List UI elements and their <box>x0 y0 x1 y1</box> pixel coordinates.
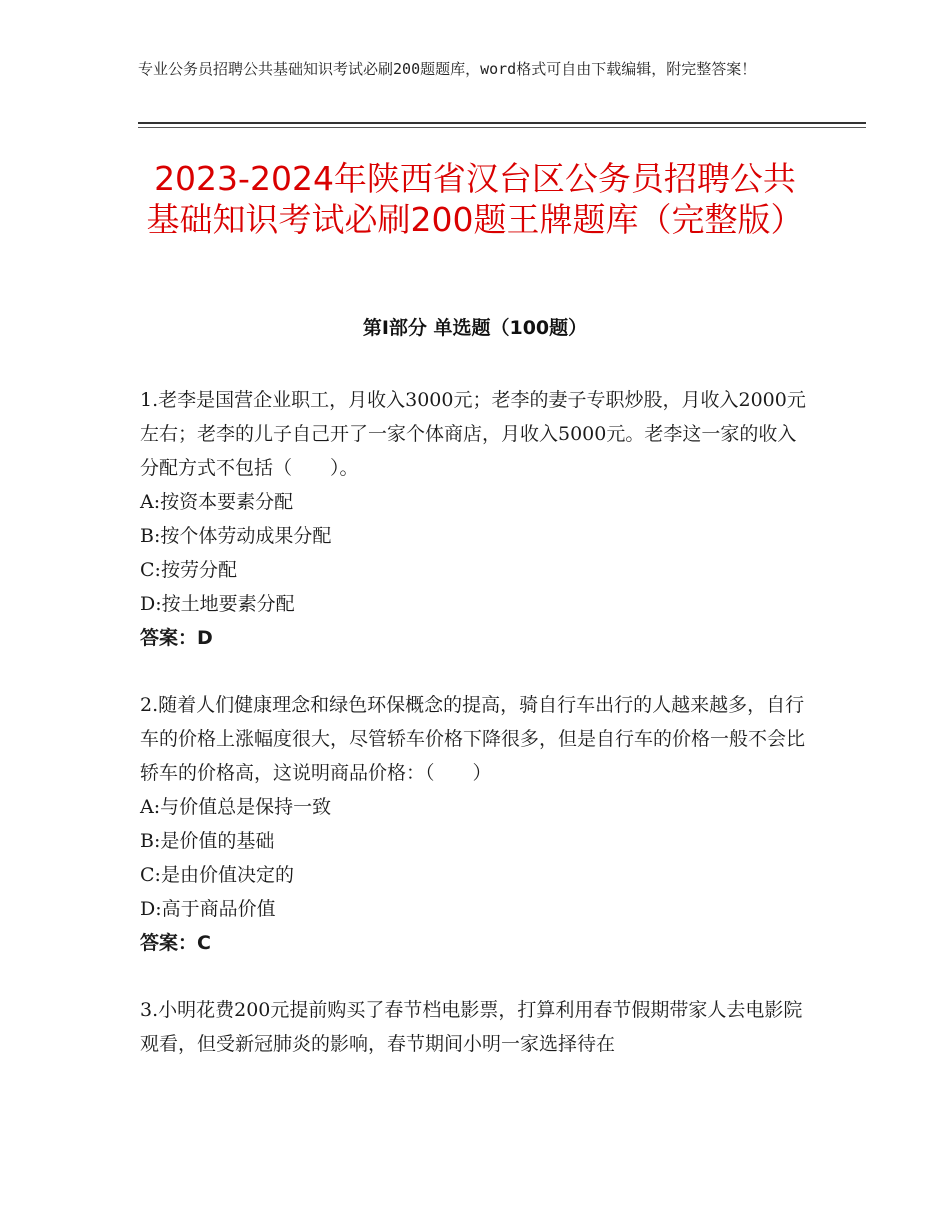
question-stem: 1.老李是国营企业职工，月收入3000元；老李的妻子专职炒股，月收入2000元左右；老李的儿子自己开了一家个体商店，月收入5000元。老李这一家的收入分配方式不包括（ ）。 <box>140 389 806 479</box>
question-stem: 3.小明花费200元提前购买了春节档电影票，打算利用春节假期带家人去电影院观看，但受新冠肺炎的影响，春节期间小明一家选择待在 <box>140 999 803 1055</box>
question-2 <box>140 688 808 960</box>
option-c: C:是由价值决定的 <box>140 864 294 886</box>
header-note: 专业公务员招聘公共基础知识考试必刷200题题库，word格式可自由下载编辑，附完整答案！ <box>138 60 757 78</box>
answer-line: 答案：C <box>140 932 211 954</box>
question-3 <box>140 993 808 1061</box>
option-a: A:与价值总是保持一致 <box>140 796 332 818</box>
question-list <box>140 383 808 1094</box>
option-b: B:按个体劳动成果分配 <box>140 525 332 547</box>
option-c: C:按劳分配 <box>140 559 237 581</box>
option-d: D:按土地要素分配 <box>140 593 295 615</box>
question-stem: 2.随着人们健康理念和绿色环保概念的提高，骑自行车出行的人越来越多，自行车的价格上涨幅度很大，尽管轿车价格下降很多，但是自行车的价格一般不会比轿车的价格高，这说明商品价格：（ ） <box>140 694 806 784</box>
answer-line: 答案：D <box>140 627 213 649</box>
option-b: B:是价值的基础 <box>140 830 275 852</box>
document-title: 2023-2024年陕西省汉台区公务员招聘公共基础知识考试必刷200题王牌题库（完整版） <box>146 159 804 239</box>
section-heading: 第Ⅰ部分 单选题（100题） <box>362 317 588 339</box>
option-a: A:按资本要素分配 <box>140 491 294 513</box>
header-divider-thin <box>138 127 866 128</box>
option-d: D:高于商品价值 <box>140 898 276 920</box>
question-1 <box>140 383 808 655</box>
header-divider-thick <box>138 122 866 124</box>
